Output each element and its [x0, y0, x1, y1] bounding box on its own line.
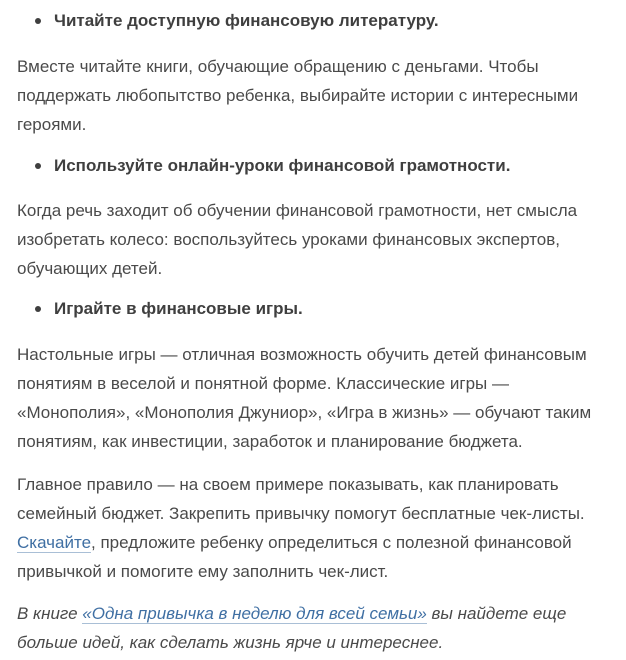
paragraph-games	[17, 340, 622, 456]
bullet-dot-icon	[35, 163, 41, 169]
paragraph-line: «Монополия», «Монополия Джуниор», «Игра в жизнь» — обучают таким	[17, 403, 592, 422]
heading-text: Используйте онлайн-уроки финансовой грамотности.	[54, 156, 511, 175]
paragraph-literature	[17, 52, 617, 139]
heading-text: Читайте доступную финансовую литературу.	[54, 11, 439, 30]
paragraph-line: Вместе читайте книги, обучающие обращению с деньгами. Чтобы	[17, 57, 539, 76]
paragraph-line: понятиям в веселой и понятной форме. Классические игры —	[17, 374, 509, 393]
paragraph-line: поддержать любопытство ребенка, выбирайте истории с интересными	[17, 86, 579, 105]
paragraph-line: , предложите ребенку определиться с полезной финансовой	[91, 533, 572, 552]
paragraph-online-lessons	[17, 196, 617, 283]
heading-text: Играйте в финансовые игры.	[54, 299, 303, 318]
paragraph-line: больше идей, как сделать жизнь ярче и интереснее.	[17, 633, 444, 652]
book-note-prefix: В книге	[17, 604, 83, 623]
download-link[interactable]: Скачайте	[17, 533, 92, 552]
paragraph-line: Главное правило — на своем примере показывать, как планировать	[17, 475, 559, 494]
paragraph-line: привычкой и помогите ему заполнить чек-лист.	[17, 562, 389, 581]
paragraph-main-rule	[17, 470, 617, 586]
paragraph-line: изобретать колесо: воспользуйтесь уроками финансовых экспертов,	[17, 230, 561, 249]
bullet-heading-games	[17, 297, 303, 321]
paragraph-line: героями.	[17, 115, 87, 134]
bullet-dot-icon	[35, 18, 41, 24]
bullet-heading-online-lessons	[17, 154, 510, 178]
paragraph-line: Настольные игры — отличная возможность обучить детей финансовым	[17, 345, 587, 364]
bullet-heading-literature	[17, 9, 439, 33]
paragraph-line: семейный бюджет. Закрепить привычку помогут бесплатные чек-листы.	[17, 504, 585, 523]
paragraph-line: Когда речь заходит об обучении финансовой грамотности, нет смысла	[17, 201, 578, 220]
paragraph-line: обучающих детей.	[17, 259, 163, 278]
paragraph-book-note	[17, 599, 617, 657]
book-link[interactable]: «Одна привычка в неделю для всей семьи»	[82, 604, 427, 623]
book-note-suffix: вы найдете еще	[426, 604, 567, 623]
bullet-dot-icon	[35, 306, 41, 312]
paragraph-line: понятиям, как инвестиции, заработок и планирование бюджета.	[17, 432, 523, 451]
